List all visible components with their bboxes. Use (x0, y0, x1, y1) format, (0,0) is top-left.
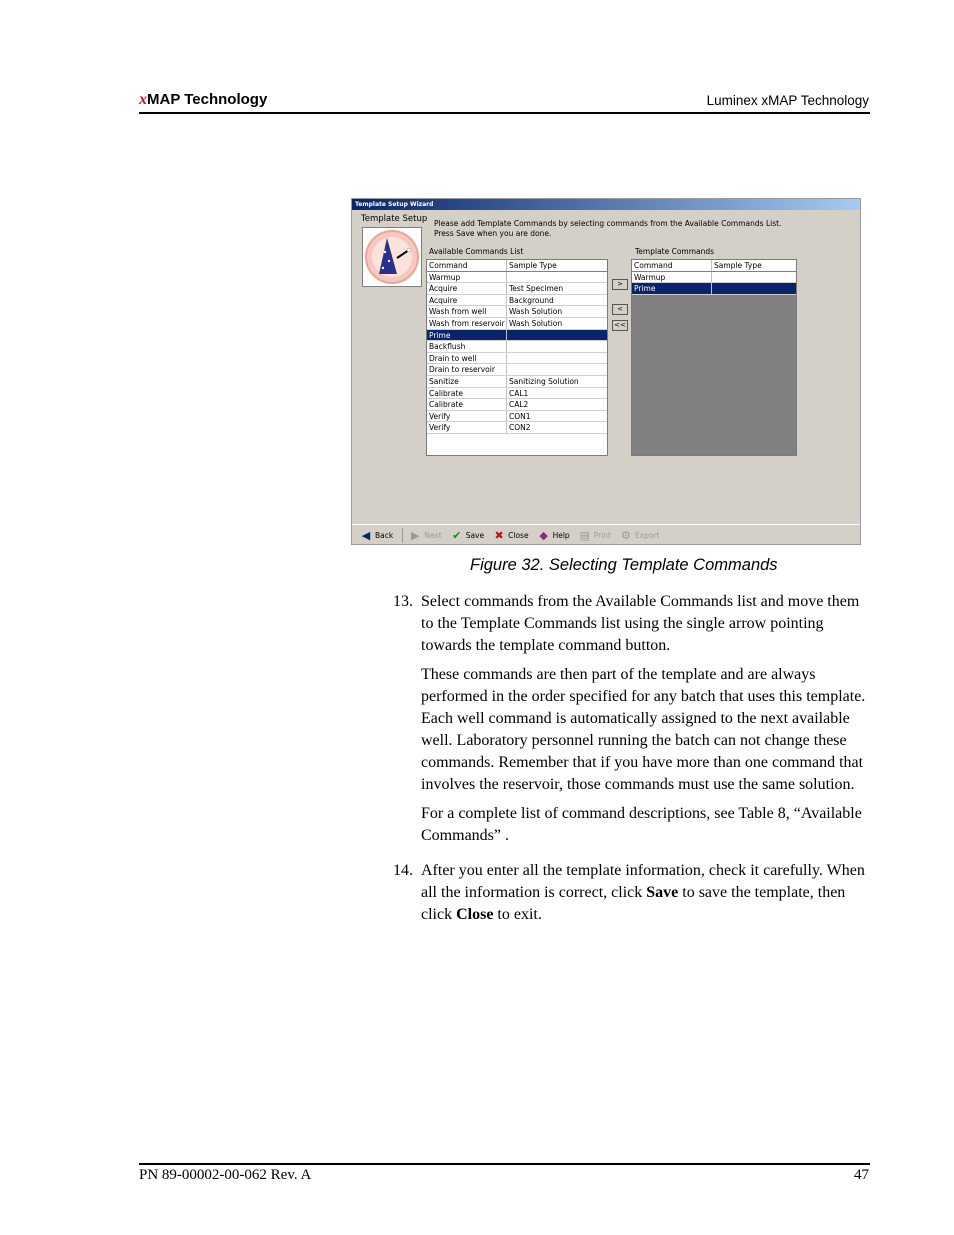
list-item[interactable] (427, 364, 607, 376)
remove-all-commands-button[interactable]: << (612, 320, 628, 331)
part-number: PN 89-00002-00-062 Rev. A (139, 1167, 312, 1183)
list-item[interactable] (632, 283, 796, 295)
available-commands-list[interactable] (426, 259, 608, 456)
step-14-text: to exit. (493, 906, 542, 923)
sample-type-cell: CAL1 (509, 388, 529, 398)
close-label: Close (508, 530, 529, 540)
sample-type-cell: Sanitizing Solution (509, 376, 579, 386)
wizard-hat-icon (363, 228, 421, 286)
sample-type-cell (507, 272, 607, 283)
back-button[interactable] (360, 529, 393, 541)
list-header (632, 260, 796, 272)
list-item[interactable] (427, 295, 607, 307)
list-item[interactable] (427, 399, 607, 411)
header-title: MAP Technology (147, 91, 268, 108)
sample-type-cell (507, 353, 607, 364)
step-14-text: After you enter all the template information, check it carefully. When all the information is correct, click (421, 862, 865, 901)
step-14-paragraph (421, 860, 873, 926)
command-cell: Prime (427, 330, 507, 341)
wizard-logo (362, 227, 422, 287)
available-list-label: Available Commands List (429, 247, 524, 256)
export-button[interactable] (620, 529, 660, 541)
sample-type-cell (507, 330, 607, 341)
command-cell: Wash from reservoir (427, 318, 507, 329)
close-x-icon: ✖ (494, 528, 504, 542)
sample-type-cell: Wash Solution (509, 318, 563, 328)
sample-type-cell: CAL2 (509, 400, 529, 410)
header-x: x (139, 91, 147, 108)
sample-type-cell: Background (509, 295, 554, 305)
sample-type-cell (507, 364, 607, 375)
command-cell: Warmup (427, 272, 507, 283)
template-setup-label: Template Setup (361, 214, 428, 224)
step-13-paragraph-2: These commands are then part of the template and are always performed in the order specified for any batch that uses this template. Each well command is automatically assigned to the next available well. Laboratory personnel running the batch can not change these commands. Remember that if you have more than one command that involves the reservoir, those commands must use the same solution. (421, 666, 866, 793)
command-cell: Prime (632, 283, 712, 294)
save-label: Save (465, 530, 485, 540)
instruction-steps (393, 591, 873, 933)
save-button[interactable] (451, 529, 484, 541)
command-cell: Backflush (427, 341, 507, 352)
list-item[interactable] (427, 306, 607, 318)
print-button[interactable] (579, 529, 611, 541)
sample-type-cell: CON2 (509, 423, 531, 433)
command-cell: Verify (427, 411, 507, 422)
list-item[interactable] (427, 272, 607, 284)
command-cell: Wash from well (427, 306, 507, 317)
header-rule (139, 112, 870, 114)
col-sample-type-header: Sample Type (714, 261, 762, 270)
back-label: Back (375, 530, 394, 540)
col-command-header: Command (632, 260, 712, 271)
sample-type-cell (712, 272, 796, 283)
template-commands-list[interactable] (631, 259, 797, 456)
sample-type-cell: Test Specimen (509, 284, 564, 294)
command-cell: Warmup (632, 272, 712, 283)
add-command-button[interactable]: > (612, 279, 628, 290)
step-14-text: to save the template, then click (421, 884, 846, 923)
footer-rule (139, 1163, 870, 1165)
list-item[interactable] (427, 376, 607, 388)
checkmark-icon: ✔ (452, 528, 462, 542)
list-item[interactable] (632, 272, 796, 284)
sample-type-cell: CON1 (509, 411, 531, 421)
step-number: 14. (393, 862, 413, 879)
instruction-line-2: Press Save when you are done. (434, 229, 552, 238)
col-command-header: Command (427, 260, 507, 271)
instructions (434, 219, 781, 239)
back-arrow-icon: ◀ (361, 528, 371, 542)
close-button[interactable] (493, 529, 528, 541)
command-cell: Calibrate (427, 399, 507, 410)
next-button[interactable] (409, 529, 441, 541)
step-13-paragraph-1: Select commands from the Available Commands list and move them to the Template Commands list using the single arrow pointing towards the template command button. (421, 593, 860, 654)
close-keyword: Close (456, 906, 494, 923)
next-label: Next (424, 530, 442, 540)
list-item[interactable] (427, 422, 607, 434)
remove-command-button[interactable]: < (612, 304, 628, 315)
running-header-right: Luminex xMAP Technology (706, 93, 869, 108)
window-title: Template Setup Wizard (352, 199, 860, 210)
col-sample-type-header: Sample Type (509, 261, 557, 270)
help-button[interactable] (538, 529, 570, 541)
list-header (427, 260, 607, 272)
list-item[interactable] (427, 318, 607, 330)
sample-type-cell (507, 341, 607, 352)
next-arrow-icon: ▶ (410, 528, 420, 542)
template-setup-wizard-window (351, 198, 861, 545)
step-14 (393, 860, 873, 926)
step-13-paragraph-3: For a complete list of command descriptions, see Table 8, “Available Commands” . (421, 805, 862, 844)
export-label: Export (634, 530, 660, 540)
command-cell: Drain to well (427, 353, 507, 364)
save-keyword: Save (646, 884, 679, 901)
step-number: 13. (393, 593, 413, 610)
printer-icon: ▤ (579, 528, 590, 542)
running-header-left (139, 91, 267, 109)
list-item[interactable] (427, 341, 607, 353)
page-number: 47 (854, 1167, 869, 1183)
help-label: Help (552, 530, 570, 540)
instruction-line-1: Please add Template Commands by selecting commands from the Available Commands List. (434, 219, 782, 228)
export-icon: ⚙ (621, 528, 631, 542)
print-label: Print (593, 530, 611, 540)
command-cell: Sanitize (427, 376, 507, 387)
list-item[interactable] (427, 411, 607, 423)
command-cell: Drain to reservoir (427, 364, 507, 375)
command-cell: Acquire (427, 295, 507, 306)
command-cell: Verify (427, 422, 507, 433)
template-list-label: Template Commands (635, 247, 715, 256)
figure-caption: Figure 32. Selecting Template Commands (470, 556, 778, 574)
wizard-toolbar (352, 524, 860, 545)
toolbar-separator (402, 528, 403, 543)
list-item[interactable] (427, 330, 607, 342)
command-cell: Calibrate (427, 388, 507, 399)
help-book-icon: ◆ (539, 528, 548, 542)
sample-type-cell (712, 283, 796, 294)
list-item[interactable] (427, 353, 607, 365)
step-13 (393, 591, 873, 847)
sample-type-cell: Wash Solution (509, 307, 563, 317)
list-item[interactable] (427, 388, 607, 400)
command-cell: Acquire (427, 283, 507, 294)
list-item[interactable] (427, 283, 607, 295)
